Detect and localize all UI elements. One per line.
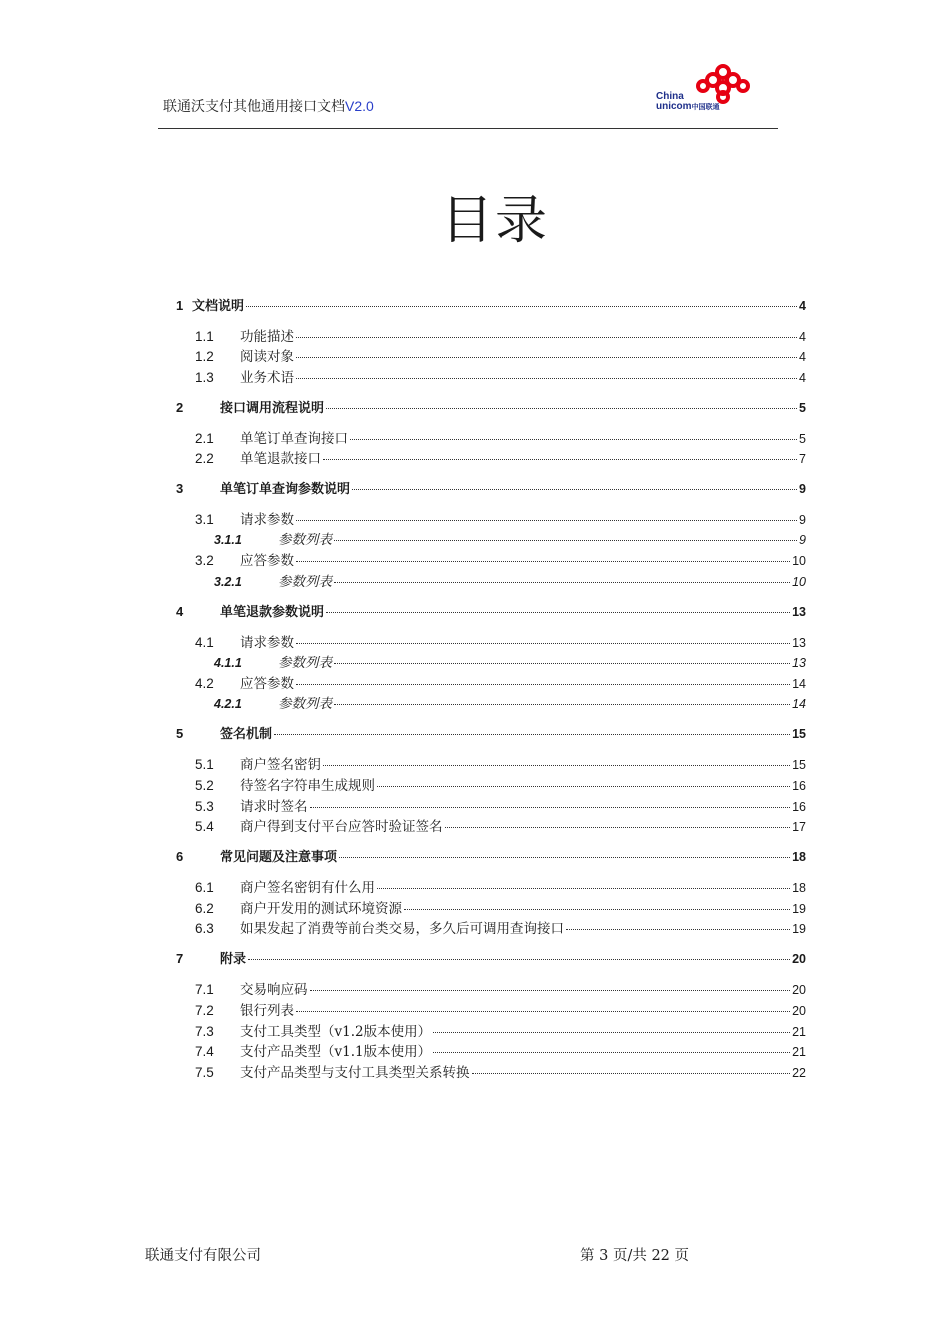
toc-entry-page: 4 <box>799 299 806 313</box>
logo-text-unicom <box>656 102 720 113</box>
toc-entry-number: 6.1 <box>195 880 214 895</box>
toc-entry-number: 3.2.1 <box>214 575 242 589</box>
document-version: V2.0 <box>345 98 374 114</box>
footer-page-number: 第 3 页/共 22 页 <box>580 1248 689 1264</box>
toc-entry[interactable] <box>195 917 806 937</box>
toc-entry-page: 13 <box>792 656 806 670</box>
toc-entry-number: 3.1 <box>195 512 214 527</box>
toc-leader <box>334 704 790 705</box>
toc-entry[interactable] <box>195 795 806 815</box>
toc-entry-page: 16 <box>792 779 806 793</box>
toc-entry[interactable] <box>176 295 806 314</box>
toc-entry-text: 应答参数 <box>240 553 294 569</box>
toc-entry[interactable] <box>195 774 806 794</box>
toc-entry-text: 待签名字符串生成规则 <box>240 778 375 794</box>
toc-entry[interactable] <box>195 876 806 896</box>
toc-entry[interactable] <box>195 427 806 447</box>
toc-entry-page: 14 <box>792 677 806 691</box>
toc-entry-number: 6.2 <box>195 901 214 916</box>
toc-entry-page: 9 <box>799 533 806 547</box>
page-header <box>158 60 778 129</box>
toc-entry-page: 14 <box>792 697 806 711</box>
toc-entry[interactable] <box>176 723 806 742</box>
toc-entry-text: 签名机制 <box>220 726 273 741</box>
toc-entry-page: 21 <box>792 1045 806 1059</box>
toc-entry-number: 2.1 <box>195 431 214 446</box>
toc-entry-page: 18 <box>792 850 806 864</box>
toc-entry[interactable] <box>195 1040 806 1060</box>
toc-leader <box>246 306 797 307</box>
toc-entry-number: 1.3 <box>195 370 214 385</box>
toc-leader <box>296 643 790 644</box>
toc-entry[interactable] <box>214 570 806 590</box>
toc-entry[interactable] <box>195 815 806 835</box>
toc-entry[interactable] <box>214 651 806 671</box>
toc-entry[interactable] <box>195 999 806 1019</box>
toc-entry-text: 接口调用流程说明 <box>220 400 325 415</box>
toc-leader <box>248 959 790 960</box>
toc-entry-text: 业务术语 <box>240 370 294 386</box>
toc-leader <box>326 612 790 613</box>
toc-entry-number: 5.3 <box>195 799 214 814</box>
toc-leader <box>350 439 797 440</box>
toc-entry-text: 单笔订单查询接口 <box>240 431 348 447</box>
toc-entry[interactable] <box>176 478 806 497</box>
toc-entry-text: 常见问题及注意事项 <box>220 849 338 864</box>
toc-entry[interactable] <box>176 846 806 865</box>
toc-entry-text: 支付产品类型与支付工具类型关系转换 <box>240 1065 470 1081</box>
toc-entry-page: 20 <box>792 952 806 966</box>
toc-entry-text: 参数列表 <box>278 696 332 712</box>
china-unicom-logo <box>656 64 752 112</box>
toc-leader <box>334 540 797 541</box>
toc-leader <box>326 408 797 409</box>
toc-entry-number: 1.2 <box>195 349 214 364</box>
toc-entry-number: 3 <box>176 481 184 496</box>
toc-entry[interactable] <box>195 672 806 692</box>
toc-entry-page: 7 <box>799 452 806 466</box>
toc-entry-text: 交易响应码 <box>240 982 308 998</box>
toc-entry-page: 13 <box>792 636 806 650</box>
toc-entry-page: 15 <box>792 727 806 741</box>
toc-entry-text: 请求参数 <box>240 635 294 651</box>
toc-entry-page: 20 <box>792 1004 806 1018</box>
toc-entry-number: 2 <box>176 400 184 415</box>
toc-entry-page: 5 <box>799 432 806 446</box>
toc-entry-text: 应答参数 <box>240 676 294 692</box>
toc-entry-page: 16 <box>792 800 806 814</box>
toc-leader <box>296 684 790 685</box>
footer-company: 联通支付有限公司 <box>145 1248 261 1264</box>
toc-entry[interactable] <box>195 1061 806 1081</box>
toc-entry-number: 7.2 <box>195 1003 214 1018</box>
toc-entry[interactable] <box>176 397 806 416</box>
logo-text-unicom-en: unicom <box>656 101 692 112</box>
toc-leader <box>296 1011 790 1012</box>
toc-leader <box>296 520 797 521</box>
logo-text-china: China <box>656 91 684 102</box>
toc-entry-text: 功能描述 <box>240 329 294 345</box>
toc-entry-number: 5.4 <box>195 819 214 834</box>
toc-entry-text: 商户签名密钥 <box>240 757 321 773</box>
toc-entry-page: 13 <box>792 605 806 619</box>
toc-entry-number: 7.5 <box>195 1065 214 1080</box>
toc-leader <box>274 734 790 735</box>
toc-leader <box>445 827 791 828</box>
toc-entry-text: 阅读对象 <box>240 349 294 365</box>
china-unicom-knot-icon <box>696 64 750 104</box>
toc-entry-page: 4 <box>799 350 806 364</box>
toc-entry-text: 商户签名密钥有什么用 <box>240 880 375 896</box>
toc-entry-page: 18 <box>792 881 806 895</box>
toc-entry-text: 支付工具类型（v1.2版本使用） <box>240 1024 432 1040</box>
toc-entry-page: 21 <box>792 1025 806 1039</box>
toc-entry[interactable] <box>195 366 806 386</box>
toc-entry[interactable] <box>195 549 806 569</box>
toc-leader <box>296 337 797 338</box>
toc-entry[interactable] <box>195 753 806 773</box>
toc-entry-number: 6 <box>176 849 184 864</box>
toc-entry-text: 请求参数 <box>240 512 294 528</box>
document-title-text: 联通沃支付其他通用接口文档 <box>163 99 345 115</box>
toc-entry-number: 7 <box>176 951 184 966</box>
toc-entry-page: 4 <box>799 371 806 385</box>
toc-entry-text: 附录 <box>220 951 247 966</box>
toc-leader <box>310 807 791 808</box>
toc-leader <box>404 909 790 910</box>
toc-entry[interactable] <box>176 948 806 967</box>
toc-entry-page: 10 <box>792 554 806 568</box>
toc-entry[interactable] <box>195 508 806 528</box>
toc-entry[interactable] <box>195 447 806 467</box>
toc-entry[interactable] <box>195 897 806 917</box>
toc-entry-text: 参数列表 <box>278 532 332 548</box>
toc-entry-number: 3.1.1 <box>214 533 242 547</box>
toc-entry-page: 20 <box>792 983 806 997</box>
toc-entry-number: 5.1 <box>195 757 214 772</box>
toc-entry-text: 商户开发用的测试环境资源 <box>240 901 402 917</box>
toc-entry-number: 1 <box>176 298 184 313</box>
toc-entry-text: 支付产品类型（v1.1版本使用） <box>240 1044 432 1060</box>
toc-entry[interactable] <box>195 345 806 365</box>
toc-leader <box>339 857 790 858</box>
toc-entry-number: 1.1 <box>195 329 214 344</box>
toc-entry-text: 请求时签名 <box>240 799 308 815</box>
toc-entry-text: 单笔退款接口 <box>240 451 321 467</box>
toc-entry-text: 单笔订单查询参数说明 <box>220 481 351 496</box>
toc-entry[interactable] <box>195 325 806 345</box>
toc-entry-page: 9 <box>799 513 806 527</box>
toc-leader <box>566 929 790 930</box>
toc-entry-number: 5 <box>176 726 184 741</box>
toc-entry-number: 6.3 <box>195 921 214 936</box>
toc-entry-page: 10 <box>792 575 806 589</box>
toc-entry[interactable] <box>214 692 806 712</box>
toc-entry-text: 文档说明 <box>192 298 245 313</box>
toc-leader <box>334 663 790 664</box>
toc-entry-page: 9 <box>799 482 806 496</box>
toc-entry-page: 19 <box>792 922 806 936</box>
toc-leader <box>377 888 790 889</box>
toc-entry-text: 参数列表 <box>278 655 332 671</box>
toc-entry-number: 7.1 <box>195 982 214 997</box>
toc-entry-number: 4.1.1 <box>214 656 242 670</box>
toc-entry-number: 4 <box>176 604 184 619</box>
toc-leader <box>352 489 797 490</box>
toc-entry-text: 银行列表 <box>240 1003 294 1019</box>
toc-entry-text: 商户得到支付平台应答时验证签名 <box>240 819 443 835</box>
toc-entry-number: 5.2 <box>195 778 214 793</box>
toc-entry-text: 单笔退款参数说明 <box>220 604 325 619</box>
toc-leader <box>433 1052 790 1053</box>
logo-text-unicom-cn: 中国联通 <box>691 104 720 111</box>
toc-leader <box>296 378 797 379</box>
toc-entry[interactable] <box>214 528 806 548</box>
toc-leader <box>296 561 790 562</box>
toc-entry-page: 22 <box>792 1066 806 1080</box>
toc-entry-text: 如果发起了消费等前台类交易，多久后可调用查询接口 <box>240 921 564 937</box>
toc-leader <box>310 990 791 991</box>
toc-entry-page: 4 <box>799 330 806 344</box>
toc-entry[interactable] <box>176 601 806 620</box>
toc-entry-number: 4.2.1 <box>214 697 242 711</box>
toc-leader <box>377 786 790 787</box>
toc-leader <box>472 1073 791 1074</box>
toc-entry[interactable] <box>195 631 806 651</box>
document-title <box>163 96 374 116</box>
toc-title: 目录 <box>440 191 549 251</box>
toc-entry-page: 5 <box>799 401 806 415</box>
toc-leader <box>323 459 797 460</box>
toc-entry-number: 7.3 <box>195 1024 214 1039</box>
toc-entry-number: 7.4 <box>195 1044 214 1059</box>
toc-leader <box>323 765 790 766</box>
toc-leader <box>433 1032 790 1033</box>
toc-entry-number: 3.2 <box>195 553 214 568</box>
toc-entry-text: 参数列表 <box>278 574 332 590</box>
toc-entry-page: 19 <box>792 902 806 916</box>
toc-entry-page: 17 <box>792 820 806 834</box>
toc-entry-number: 4.1 <box>195 635 214 650</box>
toc-entry[interactable] <box>195 978 806 998</box>
toc-entry-number: 2.2 <box>195 451 214 466</box>
toc-entry-number: 4.2 <box>195 676 214 691</box>
toc-leader <box>334 582 790 583</box>
toc-entry[interactable] <box>195 1020 806 1040</box>
toc-leader <box>296 357 797 358</box>
toc-entry-page: 15 <box>792 758 806 772</box>
